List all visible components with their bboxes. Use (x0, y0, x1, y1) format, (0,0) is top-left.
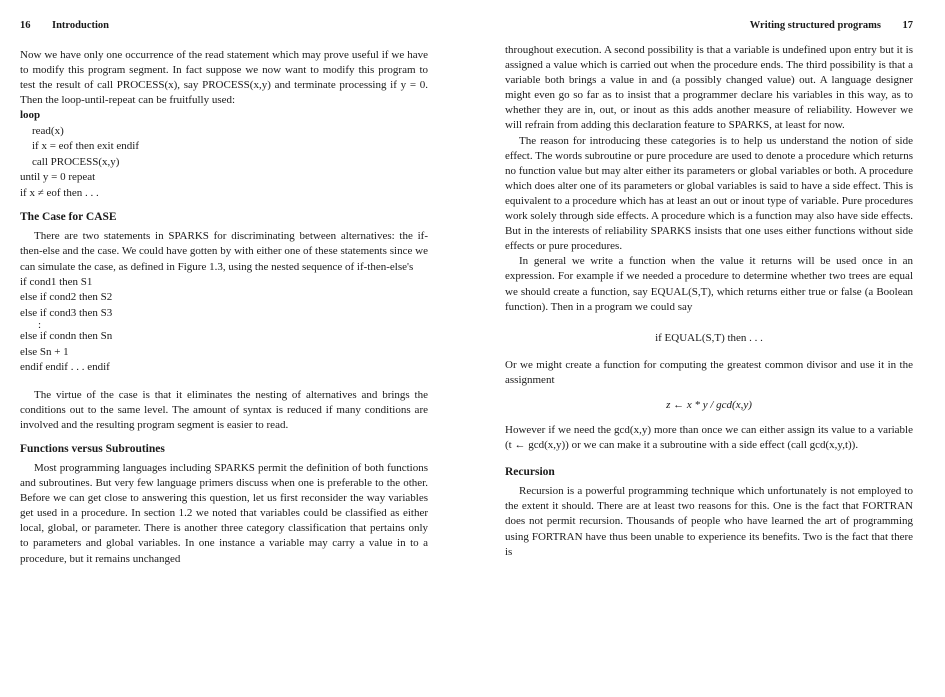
code-line: endif endif . . . endif (20, 361, 110, 374)
code-block-nested-if (20, 275, 428, 376)
left-paragraph-1: Now we have only one occurrence of the read statement which may prove useful if we have to modify this program segment. In fact suppose we now want to modify this program to test the result of call PROCESS(x), say PROCESS(x,y) and terminate processing if y = 0. Then the loop-until-repeat can be fruitfully used: (20, 49, 428, 107)
left-page-number: 16 (20, 20, 31, 31)
right-paragraph-1: throughout execution. A second possibility is that a variable is undefined upon entry but it is assigned a value which is carried out when the procedure ends. The third possibility is that a variable both brings a value in and (a possibly changed value) out. A language designer might even go so far as to insist that a programmer declare his variables in this way, as to whether they are in, out, or inout as this adds another measure of reliability. However we will refrain from adding this declaration feature to SPARKS, at least for now. (505, 44, 913, 132)
left-page (20, 0, 428, 697)
heading-functions-vs-subroutines: Functions versus Subroutines (20, 442, 165, 455)
code-line: else if condn then Sn (20, 330, 113, 343)
code-line: else Sn + 1 (20, 345, 69, 358)
code-line: if cond1 then S1 (20, 275, 93, 288)
right-paragraph-3: In general we write a function when the value it returns will be used once in an expression. For example if we needed a procedure to determine whether two trees are equal we should create a function, say EQUAL(S,T), which returns either true or false (a Boolean function). Then in a program we could say (505, 255, 913, 313)
code-line: read(x) (32, 124, 64, 137)
code-line: else if cond2 then S2 (20, 291, 113, 304)
left-running-head: Introduction (52, 20, 109, 31)
code-line: until y = 0 repeat (20, 171, 96, 184)
left-paragraph-4: Most programming languages including SPARKS permit the definition of both functions and subroutines. But very few language primers discuss when one is preferable to the other. Before we can get close to answering this question, let us first reconsider the way variables get used in a procedure. In section 1.2 we noted that variables could be classified as either local, global, or parameter. There is another three category classification that pertains only to parameters and global variables. In one instance a variable may carry a value in to a procedure, but it remains unchanged (20, 461, 428, 565)
right-running-head: Writing structured programs (749, 20, 881, 31)
code-line: else if cond3 then S3 (20, 306, 113, 319)
display-if-equal: if EQUAL(S,T) then . . . (655, 331, 763, 344)
display-gcd-assignment: z ← x * y / gcd(x,y) (666, 398, 752, 411)
right-paragraph-2: The reason for introducing these categories is to help us understand the notion of side effect. The words subroutine or pure procedure are used to denote a procedure which returns no function value but may alter either its parameters or global variables or both. A procedure which does alter one of its parameters or global variables is said to have a side effect. This is equivalent to a procedure which has at least an out or inout type of variable. Pure procedures work solely through side effects. A procedure which is a function may also have side effects. But in the interests of reliability SPARKS insists that one uses either functions without side effects or pure procedures. (505, 134, 913, 253)
code-line: call PROCESS(x,y) (32, 155, 120, 168)
right-page-header (505, 20, 913, 36)
left-page-header (20, 20, 428, 36)
right-page-body (505, 43, 913, 560)
code-line: if x = eof then exit endif (32, 140, 140, 153)
code-line: loop (20, 109, 41, 122)
code-line: if x ≠ eof then . . . (20, 186, 99, 199)
right-paragraph-4: Or we might create a function for computing the greatest common divisor and use it in the assignment (505, 358, 913, 386)
code-ellipsis: : (38, 319, 42, 332)
left-paragraph-2: There are two statements in SPARKS for discriminating between alternatives: the if-then-else and the case. We could have gotten by with either one of these statements since we can simulate the case, as defined in Figure 1.3, using the nested sequence of if-then-else's (20, 230, 428, 273)
right-page (505, 0, 913, 697)
right-paragraph-6: Recursion is a powerful programming technique which unfortunately is not employed to the extent it should. There are at least two reasons for this. One is the fact that FORTRAN does not permit recursion. Thousands of people who have learned the art of programming using FORTRAN have thus been unable to experience its benefits. Two is the fact that there is (505, 485, 913, 558)
heading-case-for-case: The Case for CASE (20, 211, 117, 224)
right-paragraph-5: However if we need the gcd(x,y) more than once we can either assign its value to a variable (t ← gcd(x,y)) or we can make it a subroutine with a side effect (call gcd(x,y,t)). (505, 424, 913, 452)
code-block-loop (20, 108, 428, 201)
heading-recursion: Recursion (505, 466, 555, 479)
left-page-body (20, 48, 428, 567)
right-page-number: 17 (902, 20, 913, 31)
left-paragraph-3: The virtue of the case is that it eliminates the nesting of alternatives and brings the conditions out to the same level. The amount of syntax is reduced if many conditions are involved and the resulting program segment is easier to read. (20, 388, 428, 431)
